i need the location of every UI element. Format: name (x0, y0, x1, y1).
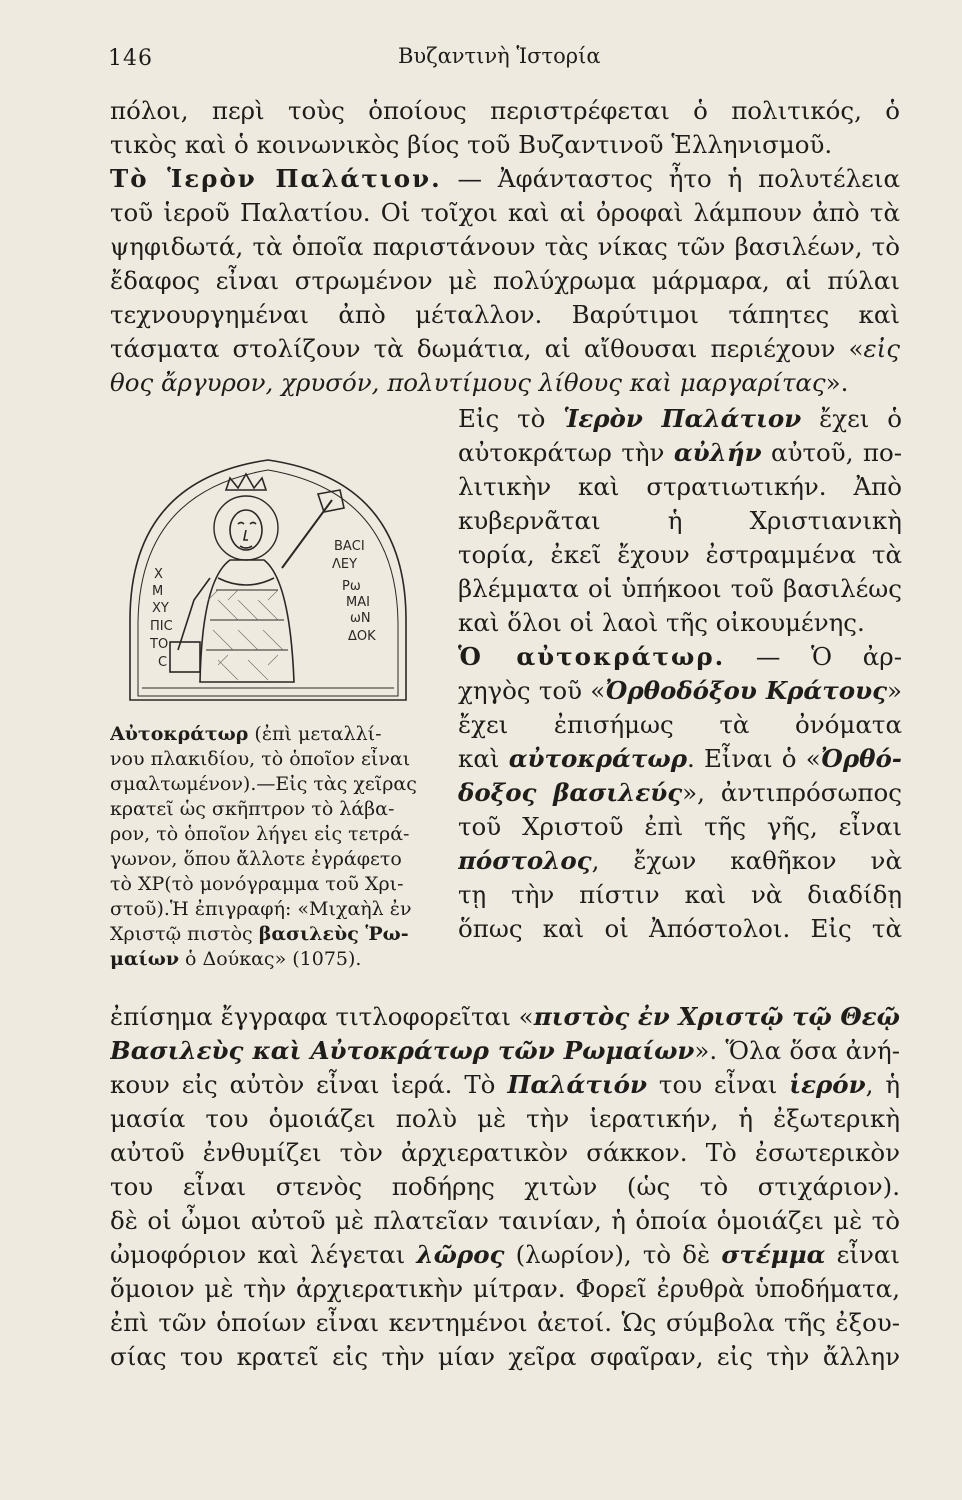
text-line: ψηφιδωτά, τὰ ὁποῖα παριστάνουν τὰς νίκας τῶν βασιλέων, τὸ (110, 232, 900, 261)
text-line: κουν εἰς αὐτὸν εἶναι ἱερά. Τὸ Παλάτιόν του εἶναι ἱερόν, ἡ (110, 1070, 900, 1099)
caption-line: Χριστῷ πιστὸς βασιλεὺς Ῥω- (110, 923, 409, 945)
text-line: τικὸς καὶ ὁ κοινωνικὸς βίος τοῦ Βυζαντινοῦ Ἑλληνισμοῦ. (110, 130, 833, 159)
text-line: ὠμοφόριον καὶ λέγεται λῶρος (λωρίον), τὸ δὲ στέμμα εἶναι (110, 1240, 900, 1269)
text-line: τορία, ἐκεῖ ἔχουν ἐστραμμένα τὰ (458, 540, 902, 569)
caption-line: νου πλακιδίου, τὸ ὁποῖον εἶναι (110, 748, 411, 770)
inscription-left: ΧΥ (152, 601, 169, 616)
text-line: βλέμματα οἱ ὑπήκοοι τοῦ βασιλέως (458, 574, 902, 603)
inscription-left: C (158, 655, 168, 670)
inscription-right: ωΝ (350, 611, 371, 626)
inscription-right: ΔΟΚ (348, 629, 376, 644)
text-line: πόστολος, ἔχων καθῆκον νὰ (458, 846, 902, 875)
text-line: κυβερνᾶται ἡ Χριστιανικὴ (458, 506, 902, 535)
text-line: τεχνουργημέναι ἀπὸ μέταλλον. Βαρύτιμοι τάπητες καὶ (110, 300, 900, 329)
caption-line: τὸ ΧΡ(τὸ μονόγραμμα τοῦ Χρι- (110, 873, 404, 895)
text-line: τάσματα στολίζουν τὰ δωμάτια, αἱ αἴθουσαι περιέχουν «εἰς (110, 334, 900, 363)
caption-line: Αὐτοκράτωρ (ἐπὶ μεταλλί- (110, 723, 382, 745)
text-line: του εἶναι στενὸς ποδήρης χιτὼν (ὡς τὸ στιχάριον). (110, 1172, 900, 1201)
text-line: τοῦ ἱεροῦ Παλατίου. Οἱ τοῖχοι καὶ αἱ ὀροφαὶ λάμπουν ἀπὸ τὰ (110, 198, 900, 227)
caption-line: γωνον, ὅπου ἄλλοτε ἐγράφετο (110, 848, 402, 870)
caption-line: κρατεῖ ὡς σκῆπτρον τὸ λάβα- (110, 798, 395, 820)
text-line: δοξος βασιλεύς», ἀντιπρόσωπος (458, 778, 902, 807)
emperor-plaque-drawing (118, 450, 418, 712)
section-heading-line: Ὁ αὐτοκράτωρ. — Ὁ ἀρ- (458, 642, 902, 671)
text-line: ἐπίσημα ἔγγραφα τιτλοφορεῖται «πιστὸς ἐν Χριστῷ τῷ Θεῷ (110, 1002, 900, 1031)
inscription-left: ΠΙC (150, 619, 173, 634)
text-line: σίας του κρατεῖ εἰς τὴν μίαν χεῖρα σφαῖραν, εἰς τὴν ἄλλην (110, 1342, 900, 1371)
caption-line: ρον, τὸ ὁποῖον λήγει εἰς τετρά- (110, 823, 410, 845)
text-line: πόλοι, περὶ τοὺς ὁποίους περιστρέφεται ὁ πολιτικός, ὁ (110, 96, 900, 125)
text-line: τοῦ Χριστοῦ ἐπὶ τῆς γῆς, εἶναι (458, 812, 902, 841)
caption-line: στοῦ).Ἡ ἐπιγραφή: «Μιχαὴλ ἐν (110, 898, 412, 920)
text-line: θος ἄργυρον, χρυσόν, πολυτίμους λίθους καὶ μαργαρίτας». (110, 368, 849, 397)
text-line: ὅπως καὶ οἱ Ἀπόστολοι. Εἰς τὰ (458, 914, 902, 943)
caption-title: Αὐτοκράτωρ (110, 723, 249, 745)
text-line: καὶ αὐτοκράτωρ. Εἶναι ὁ «Ὀρθό- (458, 744, 902, 773)
caption-line: μαίων ὁ Δούκας» (1075). (110, 948, 362, 970)
text-line: χηγὸς τοῦ «Ὀρθοδόξου Κράτους» (458, 676, 902, 705)
inscription-right: ΒΑCΙ (334, 539, 365, 554)
inscription-left: Μ (152, 584, 164, 599)
page-header (108, 40, 908, 80)
text-line: Εἰς τὸ Ἱερὸν Παλάτιον ἔχει ὁ (458, 404, 902, 433)
caption-line: σμαλτωμένον).—Εἰς τὰς χεῖρας (110, 773, 417, 795)
text-line: ἔχει ἐπισήμως τὰ ὀνόματα (458, 710, 902, 739)
inscription-left: ΤΟ (150, 637, 169, 652)
crown (226, 474, 266, 490)
running-title: Βυζαντινὴ Ἱστορία (398, 44, 601, 68)
text-line: τῃ τὴν πίστιν καὶ νὰ διαδίδῃ (458, 880, 902, 909)
section-heading: Ὁ αὐτοκράτωρ. (458, 642, 726, 671)
emperor-illustration (118, 450, 418, 712)
text-line: Βασιλεὺς καὶ Αὐτοκράτωρ τῶν Ρωμαίων». Ὅλα ὅσα ἀνή- (110, 1036, 900, 1065)
inscription-right: ΛΕΥ (332, 557, 358, 572)
text-line: λιτικὴν καὶ στρατιωτικήν. Ἀπὸ (458, 472, 902, 501)
robe (200, 560, 294, 682)
text-line: αὐτοῦ ἐνθυμίζει τὸν ἀρχιερατικὸν σάκκον. Τὸ ἐσωτερικὸν (110, 1138, 900, 1167)
text-line: μασία του ὁμοιάζει πολὺ μὲ τὴν ἱερατικήν, ἡ ἐξωτερικὴ (110, 1104, 900, 1133)
text-line: καὶ ὅλοι οἱ λαοὶ τῆς οἰκουμένης. (458, 608, 865, 637)
section-heading-line: Τὸ Ἱερὸν Παλάτιον. — Ἀφάνταστος ἦτο ἡ πολυτέλεια (110, 164, 900, 193)
inscription-left: Χ (154, 567, 163, 582)
text-line: αὐτοκράτωρ τὴν αὐλήν αὐτοῦ, πο- (458, 438, 902, 467)
text-line: ὅμοιον μὲ τὴν ἀρχιερατικὴν μίτραν. Φορεῖ ἐρυθρὰ ὑποδήματα, (110, 1274, 900, 1303)
text-line: ἔδαφος εἶναι στρωμένον μὲ πολύχρωμα μάρμαρα, αἱ πύλαι (110, 266, 900, 295)
page-number: 146 (108, 46, 153, 71)
text-line: δὲ οἱ ὦμοι αὐτοῦ μὲ πλατεῖαν ταινίαν, ἡ ὁποία ὁμοιάζει μὲ τὸ (110, 1206, 900, 1235)
labarum-staff (282, 500, 332, 568)
section-heading: Τὸ Ἱερὸν Παλάτιον. (110, 164, 442, 193)
globus (170, 642, 200, 672)
inscription-right: ΜΑΙ (346, 595, 370, 610)
text-line: ἐπὶ τῶν ὁποίων εἶναι κεντημένοι ἀετοί. Ὡς σύμβολα τῆς ἐξου- (110, 1308, 900, 1337)
inscription-right: Ρω (342, 579, 361, 594)
